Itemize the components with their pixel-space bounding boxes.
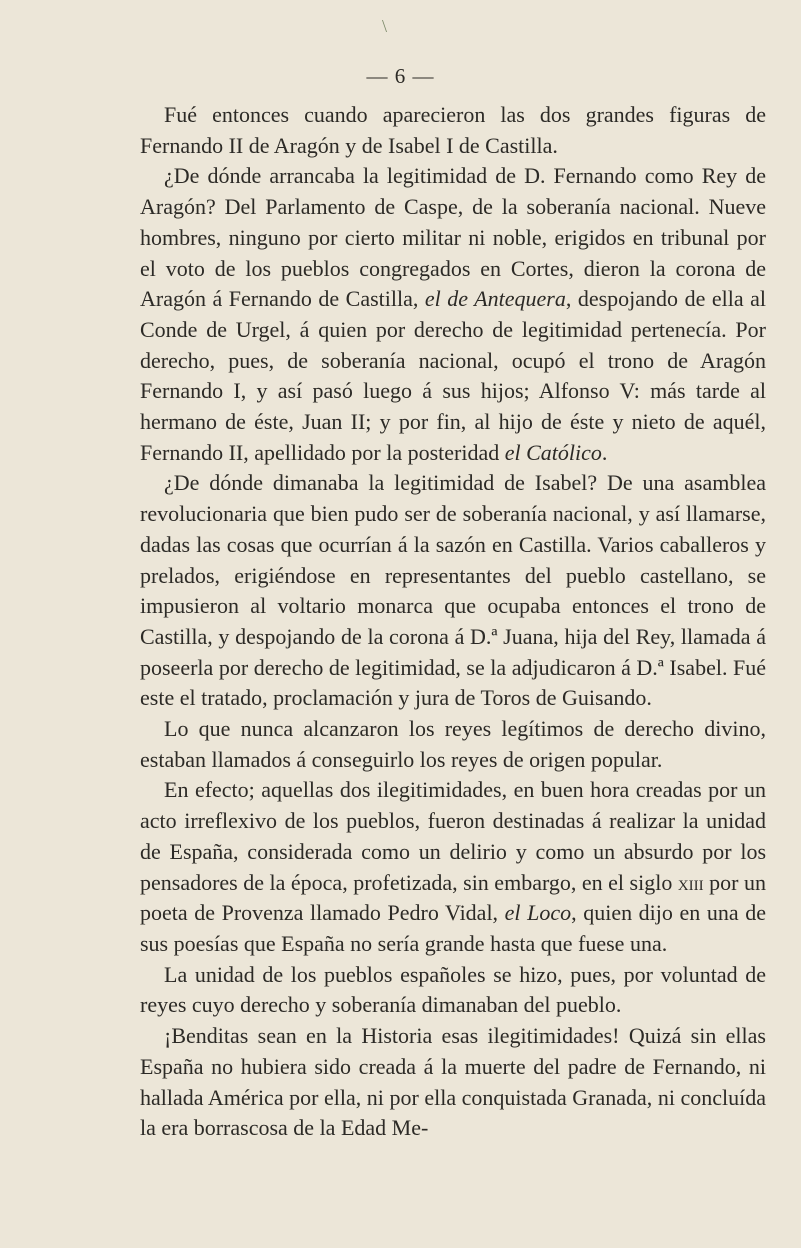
text-segment: La unidad de los pueblos españoles se hizo, pues, por voluntad de reyes cuyo derecho y soberanía dimanaban del pueblo. xyxy=(140,961,766,1018)
text-segment: , despojando de ella al Conde de Urgel, á quien por derecho de legitimidad pertenecía. Por derecho, pues, de soberanía nacional, ocupó el trono de Aragón Fernando I, y así pasó luego á sus hijos; Alfonso V: más tarde al hermano de éste, Juan II; y por fin, al hijo de éste y nieto de aquél, Fernando II, apellidado por la posteridad xyxy=(140,286,766,465)
text-segment: el de Antequera xyxy=(424,286,566,312)
paragraph-p5 xyxy=(140,775,766,959)
text-segment: Lo que nunca alcanzaron los reyes legítimos de derecho divino, estaban llamados á conseguirlo los reyes de origen popular. xyxy=(140,716,766,772)
text-segment: ¡Benditas sean en la Historia esas ilegitimidades! Quizá sin ellas España no hubiera sido creada á la muerte del padre de Fernando, ni hallada América por ella, ni por ella conquistada Granada, ni concluída la era borrascosa de la Edad Me- xyxy=(140,1023,766,1141)
paragraph-p3 xyxy=(140,468,766,714)
text-segment: xiii xyxy=(677,869,704,895)
text-segment: ¿De dónde dimanaba la legitimidad de Isabel? De una asamblea revolucionaria que bien pudo ser de soberanía nacional, y así llamarse, dadas las cosas que ocurrían á la sazón en Castilla. Varios caballeros y prelados, erigiéndose en representantes del pueblo castellano, se impusieron al voltario monarca que ocupaba entonces el trono de Castilla, y despojando de la corona á D.ª Juana, hija del Rey, llamada á poseerla por derecho de legitimidad, se la adjudicaron á D.ª Isabel. Fué este el tratado, proclamación y jura de Toros de Guisando. xyxy=(140,470,766,711)
text-segment: , quien dijo en una de sus poesías que España no sería grande hasta que fuese una. xyxy=(140,900,766,956)
paragraph-p1 xyxy=(140,100,766,161)
ink-mark: \ xyxy=(382,16,388,36)
paragraph-p7 xyxy=(140,1021,766,1144)
body-text xyxy=(140,100,766,1144)
paragraph-p4 xyxy=(140,714,766,775)
text-segment: Fué entonces cuando aparecieron las dos grandes figuras de Fernando II de Aragón y de Isabel I de Castilla. xyxy=(140,102,766,158)
text-segment: En efecto; aquellas dos ilegitimidades, en buen hora creadas por un acto irreflexivo de los pueblos, fueron destinadas á realizar la unidad de España, considerada como un delirio y como un absurdo por los pensadores de la época, profetizada, sin embargo, en el siglo xyxy=(140,777,766,895)
text-segment: . xyxy=(601,439,608,465)
page-number: — 6 — xyxy=(366,64,435,88)
text-segment: por un poeta de Provenza llamado Pedro Vidal, xyxy=(140,869,766,926)
paragraph-p2 xyxy=(140,161,766,468)
paragraph-p6 xyxy=(140,960,766,1021)
text-segment: el Católico xyxy=(504,439,602,465)
text-segment: ¿De dónde arrancaba la legitimidad de D. Fernando como Rey de Aragón? Del Parlamento de Caspe, de la soberanía nacional. Nueve hombres, ninguno por cierto militar ni noble, erigidos en tribunal por el voto de los pueblos congregados en Cortes, dieron la corona de Aragón á Fernando de Castilla, xyxy=(140,163,766,312)
text-segment: el Loco xyxy=(504,900,572,926)
